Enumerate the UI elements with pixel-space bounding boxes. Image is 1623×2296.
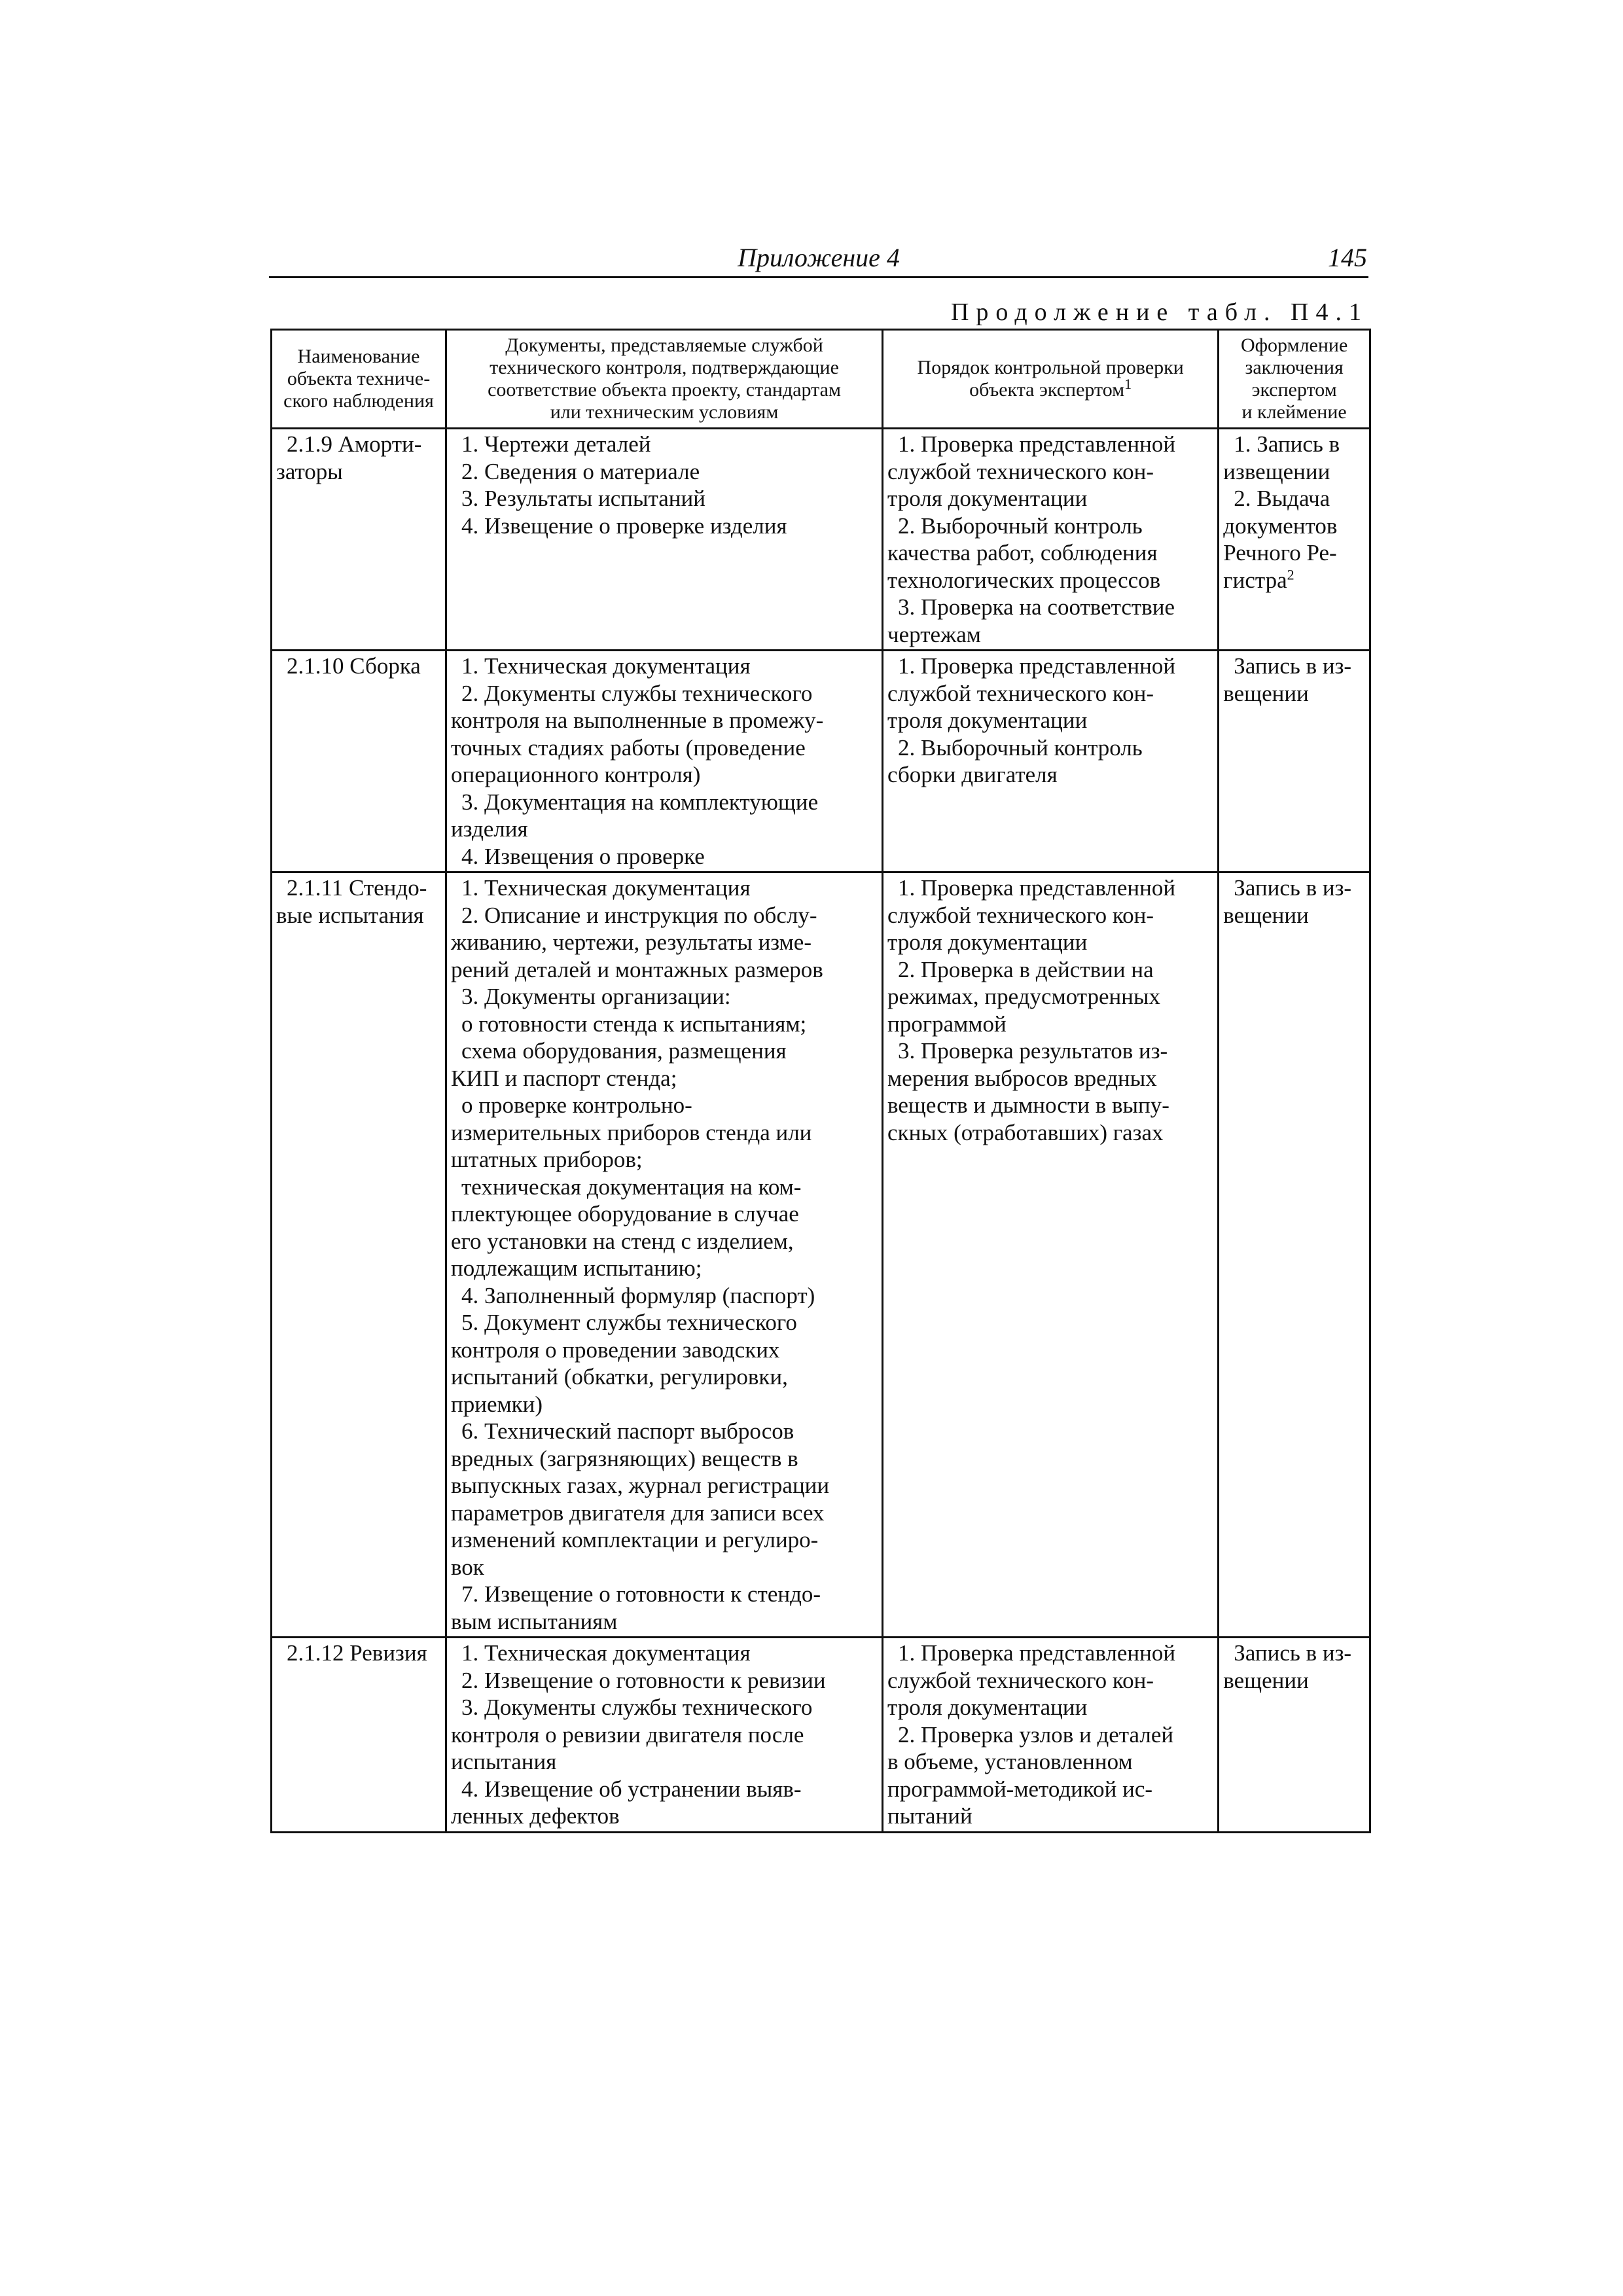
conclusion-line: [1223, 485, 1365, 512]
document-line-text: его установки на стенд с изделием,: [451, 1228, 794, 1254]
check-line-text: 1. Проверка представленной: [898, 1640, 1176, 1666]
document-line-text: 5. Документ службы технического: [461, 1310, 797, 1335]
object-name-line: 2.1.10 Сборка: [287, 653, 421, 679]
header-line: Оформление: [1240, 334, 1348, 356]
document-line: [451, 512, 878, 540]
document-line-text: 4. Извещения о проверке: [461, 843, 705, 869]
document-line: [451, 1228, 878, 1255]
header-line: ского наблюдения: [283, 390, 434, 412]
conclusion-line-text: вещении: [1223, 902, 1309, 928]
document-line: [451, 1363, 878, 1391]
check-line-text: 2. Проверка узлов и деталей: [898, 1721, 1174, 1748]
conclusion-line: [1223, 680, 1365, 708]
document-line: [451, 1146, 878, 1174]
object-name-cell: [272, 651, 446, 872]
check-line-text: режимах, предусмотренных: [887, 984, 1160, 1009]
check-procedure-cell: [883, 872, 1219, 1638]
check-line: [887, 983, 1213, 1011]
document-line-text: о проверке контрольно-: [461, 1092, 692, 1118]
document-line: [451, 1667, 878, 1695]
document-line-text: испытаний (обкатки, регулировки,: [451, 1364, 788, 1390]
check-line-text: 2. Выборочный контроль: [898, 512, 1143, 539]
document-line-text: 4. Заполненный формуляр (паспорт): [461, 1282, 815, 1308]
document-line: [451, 1694, 878, 1721]
document-line-text: ленных дефектов: [451, 1803, 620, 1829]
header-line: Порядок контрольной проверки: [917, 357, 1184, 378]
document-line: [451, 1200, 878, 1228]
documents-cell: [446, 651, 883, 872]
document-line: [451, 983, 878, 1011]
document-line: [451, 843, 878, 870]
document-line-text: операционного контроля): [451, 762, 701, 787]
check-line-text: троля документации: [887, 708, 1088, 733]
document-line: [451, 1309, 878, 1336]
document-line-text: 2. Сведения о материале: [461, 458, 700, 484]
conclusion-line: [1223, 653, 1365, 680]
conclusion-line: [1223, 539, 1365, 567]
check-line: [887, 431, 1213, 458]
document-line: [451, 789, 878, 816]
conclusion-line: [1223, 458, 1365, 486]
inspection-table: [270, 329, 1371, 1833]
document-line-text: приемки): [451, 1391, 543, 1417]
header-line: Документы, представляемые службой: [505, 334, 823, 356]
check-line: [887, 1092, 1213, 1119]
running-header: [269, 243, 1368, 278]
check-line: [887, 761, 1213, 789]
check-procedure-cell: [883, 651, 1219, 872]
check-line-text: 1. Проверка представленной: [898, 875, 1176, 901]
check-line: [887, 594, 1213, 621]
document-line-text: изменений комплектации и регулиро-: [451, 1527, 819, 1552]
header-title: Приложение 4: [738, 243, 900, 272]
document-line: [451, 1065, 878, 1092]
check-line: [887, 1011, 1213, 1038]
check-line: [887, 1667, 1213, 1695]
check-line-text: 1. Проверка представленной: [898, 431, 1176, 457]
check-line: [887, 1065, 1213, 1092]
conclusion-line-text: 1. Запись в: [1234, 431, 1340, 457]
conclusion-line: [1223, 902, 1365, 929]
document-line-text: вым испытаниям: [451, 1608, 618, 1634]
document-line: [451, 1418, 878, 1445]
document-line-text: вок: [451, 1554, 484, 1580]
document-line-text: 2. Извещение о готовности к ревизии: [461, 1667, 826, 1693]
document-line: [451, 680, 878, 708]
header-line: Наименование: [297, 346, 420, 367]
check-line-text: 2. Выборочный контроль: [898, 734, 1143, 761]
conclusion-line-text: 2. Выдача: [1234, 486, 1330, 511]
check-line: [887, 1640, 1213, 1667]
document-line-text: контроля на выполненные в промежу-: [451, 708, 824, 733]
conclusion-cell: [1219, 872, 1370, 1638]
check-line-text: программой-методикой ис-: [887, 1776, 1153, 1802]
document-line: [451, 929, 878, 956]
table-row: [272, 651, 1370, 872]
check-line: [887, 485, 1213, 512]
document-line: [451, 1092, 878, 1119]
document-line-text: точных стадиях работы (проведение: [451, 734, 806, 761]
document-line-text: 1. Техническая документация: [461, 875, 751, 901]
check-line: [887, 1748, 1213, 1776]
object-name-cell: [272, 1638, 446, 1833]
header-check-procedure: [883, 330, 1219, 429]
document-line-text: техническая документация на ком-: [461, 1174, 802, 1200]
document-line: [451, 1391, 878, 1418]
check-line-text: службой технического кон-: [887, 680, 1154, 706]
document-line-text: выпускных газах, журнал регистрации: [451, 1473, 830, 1498]
document-line: [451, 1748, 878, 1776]
document-line: [451, 485, 878, 512]
table-continuation-label: Продолжение табл. П4.1: [950, 298, 1368, 326]
document-line-text: испытания: [451, 1749, 557, 1774]
document-line-text: 4. Извещение о проверке изделия: [461, 512, 787, 539]
check-line-text: программой: [887, 1011, 1007, 1037]
footnote-mark: 1: [1124, 376, 1132, 392]
check-line-text: 2. Проверка в действии на: [898, 956, 1154, 982]
header-object-name: [272, 330, 446, 429]
check-line: [887, 653, 1213, 680]
conclusion-line-text: вещении: [1223, 680, 1309, 706]
document-line: [451, 1119, 878, 1147]
check-line: [887, 1776, 1213, 1803]
check-line: [887, 874, 1213, 902]
document-line: [451, 1336, 878, 1364]
check-line: [887, 1119, 1213, 1147]
conclusion-line-text: Запись в из-: [1234, 875, 1352, 901]
documents-cell: [446, 872, 883, 1638]
document-line-text: измерительных приборов стенда или: [451, 1119, 812, 1145]
object-name-cell: [272, 872, 446, 1638]
check-line-text: веществ и дымности в выпу-: [887, 1092, 1169, 1118]
table-row: [272, 1638, 1370, 1833]
table-row: [272, 872, 1370, 1638]
check-line: [887, 734, 1213, 762]
check-line: [887, 956, 1213, 984]
document-line-text: контроля о ревизии двигателя после: [451, 1721, 804, 1748]
check-line-text: троля документации: [887, 1695, 1088, 1720]
conclusion-line-text: Речного Ре-: [1223, 540, 1337, 565]
document-line: [451, 1499, 878, 1527]
check-line-text: мерения выбросов вредных: [887, 1065, 1157, 1091]
header-line: объекта экспертом$^1$: [969, 376, 1132, 401]
document-line-text: вредных (загрязняющих) веществ в: [451, 1445, 798, 1471]
document-line-text: 2. Документы службы технического: [461, 680, 813, 706]
object-name-cell: [272, 429, 446, 651]
check-line: [887, 539, 1213, 567]
header-documents: [446, 330, 883, 429]
document-line: [451, 1472, 878, 1499]
conclusion-line-text: извещении: [1223, 458, 1330, 484]
document-line-text: 3. Документы службы технического: [461, 1695, 813, 1720]
check-line: [887, 1037, 1213, 1065]
object-name-line: 2.1.9 Аморти-: [287, 431, 422, 457]
conclusion-cell: [1219, 1638, 1370, 1833]
check-line: [887, 929, 1213, 956]
conclusion-line: [1223, 431, 1365, 458]
check-line-text: троля документации: [887, 929, 1088, 955]
check-line-text: 1. Проверка представленной: [898, 653, 1176, 679]
document-line: [451, 1282, 878, 1310]
check-line: [887, 1803, 1213, 1830]
conclusion-line-text: гистра: [1223, 567, 1287, 593]
document-line-text: плектующее оборудование в случае: [451, 1201, 799, 1227]
check-procedure-cell: [883, 429, 1219, 651]
document-line: [451, 1037, 878, 1065]
check-line-text: 3. Проверка результатов из-: [898, 1038, 1168, 1064]
document-line: [451, 1526, 878, 1554]
document-line-text: 1. Техническая документация: [461, 653, 751, 679]
check-line-text: скных (отработавших) газах: [887, 1119, 1164, 1145]
check-line: [887, 512, 1213, 540]
conclusion-line-text: Запись в из-: [1234, 1640, 1352, 1666]
check-line-text: службой технического кон-: [887, 1667, 1154, 1693]
documents-cell: [446, 1638, 883, 1833]
document-line: [451, 1255, 878, 1282]
document-line: [451, 956, 878, 984]
object-name-line: 2.1.12 Ревизия: [287, 1640, 427, 1666]
document-line-text: параметров двигателя для записи всех: [451, 1499, 825, 1526]
conclusion-line-text: Запись в из-: [1234, 653, 1352, 679]
document-line-text: 1. Чертежи деталей: [461, 431, 651, 457]
document-line-text: 3. Результаты испытаний: [461, 486, 706, 511]
conclusion-line: [1223, 512, 1365, 540]
document-line: [451, 816, 878, 843]
document-line: [451, 1581, 878, 1608]
check-line: [887, 1721, 1213, 1749]
document-line-text: контроля о проведении заводских: [451, 1336, 780, 1363]
object-name-line: 2.1.11 Стендо-: [287, 875, 427, 901]
check-line-text: службой технического кон-: [887, 458, 1154, 484]
check-line: [887, 1694, 1213, 1721]
header-line: соответствие объекта проекту, стандартам: [488, 379, 841, 401]
check-line-text: технологических процессов: [887, 567, 1161, 593]
document-line-text: изделия: [451, 816, 528, 842]
check-line: [887, 902, 1213, 929]
document-line: [451, 1011, 878, 1038]
page-number: 145: [1328, 243, 1367, 272]
document-line: [451, 874, 878, 902]
document-line-text: 6. Технический паспорт выбросов: [461, 1418, 794, 1444]
document-line-text: рений деталей и монтажных размеров: [451, 956, 823, 982]
document-line: [451, 1608, 878, 1636]
document-line-text: штатных приборов;: [451, 1147, 643, 1172]
check-line-text: чертежам: [887, 621, 981, 647]
document-line: [451, 734, 878, 762]
conclusion-line: [1223, 1667, 1365, 1695]
conclusion-cell: [1219, 429, 1370, 651]
document-line-text: 1. Техническая документация: [461, 1640, 751, 1666]
conclusion-line: [1223, 1640, 1365, 1667]
check-line-text: пытаний: [887, 1803, 972, 1829]
conclusion-line-text: документов: [1223, 512, 1338, 539]
header-line: или техническим условиям: [550, 401, 779, 423]
check-line-text: в объеме, установленном: [887, 1749, 1133, 1774]
document-line-text: о готовности стенда к испытаниям;: [461, 1011, 807, 1037]
check-line: [887, 680, 1213, 708]
document-line: [451, 902, 878, 929]
header-line: и клеймение: [1241, 401, 1347, 423]
conclusion-line: [1223, 874, 1365, 902]
header-line: технического контроля, подтверждающие: [490, 357, 839, 378]
object-name-line: заторы: [276, 458, 343, 484]
header-line: экспертом: [1251, 379, 1337, 401]
footnote-mark: 2: [1287, 565, 1294, 583]
document-line-text: 7. Извещение о готовности к стендо-: [461, 1581, 821, 1607]
table-row: [272, 429, 1370, 651]
document-line: [451, 1640, 878, 1667]
check-line-text: троля документации: [887, 486, 1088, 511]
check-line: [887, 621, 1213, 649]
document-line-text: подлежащим испытанию;: [451, 1255, 702, 1281]
document-line: [451, 707, 878, 734]
conclusion-cell: [1219, 651, 1370, 872]
object-name-line: вые испытания: [276, 902, 424, 928]
header-line: объекта техниче-: [287, 368, 431, 389]
document-line: [451, 653, 878, 680]
document-line: [451, 761, 878, 789]
check-line: [887, 458, 1213, 486]
header-conclusion: [1219, 330, 1370, 429]
table-header-row: [272, 330, 1370, 429]
document-line-text: 3. Документация на комплектующие: [461, 789, 819, 815]
documents-cell: [446, 429, 883, 651]
document-line-text: 3. Документы организации:: [461, 984, 731, 1009]
document-line-text: схема оборудования, размещения: [461, 1038, 787, 1064]
header-line: заключения: [1245, 357, 1344, 378]
document-line-text: 4. Извещение об устранении выяв-: [461, 1776, 802, 1802]
document-line: [451, 1174, 878, 1201]
check-line-text: качества работ, соблюдения: [887, 540, 1158, 565]
document-line: [451, 431, 878, 458]
conclusion-line-text: вещении: [1223, 1667, 1309, 1693]
check-line: [887, 707, 1213, 734]
document-line: [451, 1721, 878, 1749]
check-line: [887, 567, 1213, 594]
document-line-text: 2. Описание и инструкция по обслу-: [461, 902, 817, 928]
check-procedure-cell: [883, 1638, 1219, 1833]
document-line: [451, 1803, 878, 1830]
conclusion-line: [1223, 567, 1365, 594]
check-line-text: службой технического кон-: [887, 902, 1154, 928]
check-line-text: 3. Проверка на соответствие: [898, 594, 1175, 620]
check-line-text: сборки двигателя: [887, 762, 1058, 787]
document-line: [451, 1445, 878, 1473]
document-line: [451, 1776, 878, 1803]
document-line-text: живанию, чертежи, результаты изме-: [451, 929, 812, 955]
document-line: [451, 458, 878, 486]
document-line-text: КИП и паспорт стенда;: [451, 1065, 677, 1091]
document-line: [451, 1554, 878, 1581]
